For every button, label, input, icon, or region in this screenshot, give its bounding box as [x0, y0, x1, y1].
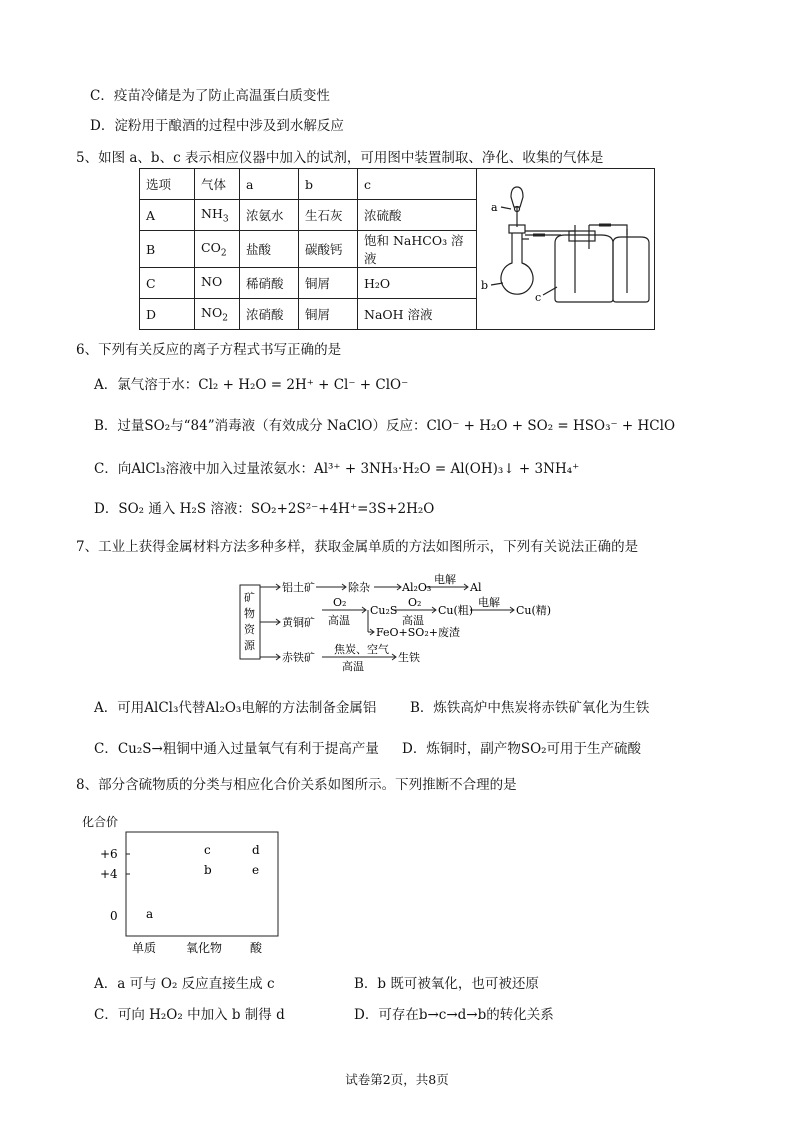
table-cell: NaOH 溶液 — [358, 299, 477, 330]
q8-stem: 8、部分含硫物质的分类与相应化合价关系如图所示。下列推断不合理的是 — [76, 777, 517, 793]
point-b: b — [204, 863, 212, 877]
q8-valence-chart — [78, 812, 298, 966]
y-axis-label: 化合价 — [82, 815, 119, 829]
table-cell: 浓氨水 — [240, 200, 299, 231]
table-row — [140, 268, 477, 299]
table-cell: 饱和 NaHCO₃ 溶液 — [358, 231, 477, 268]
y-tick: 0 — [110, 909, 118, 923]
q7-option-d: D．炼铜时，副产物SO₂可用于生产硫酸 — [402, 741, 642, 757]
q8-option-a: A．a 可与 O₂ 反应直接生成 c — [94, 976, 275, 992]
box-char: 矿 — [244, 591, 255, 604]
table-row — [140, 299, 477, 330]
table-cell: $NH_3$ — [195, 200, 240, 231]
table-row — [140, 200, 477, 231]
table-cell: $NO_2$ — [195, 299, 240, 330]
crude-cu: Cu(粗) — [438, 604, 474, 617]
table-header: c — [358, 169, 477, 200]
product-pig-iron: 生铁 — [398, 651, 420, 664]
q7-option-a: A．可用AlCl₃代替Al₂O₃电解的方法制备金属铝 — [94, 700, 377, 716]
table-cell: 铜屑 — [299, 268, 358, 299]
table-cell: H₂O — [358, 268, 477, 299]
table-header: 气体 — [195, 169, 240, 200]
ore-chalcopyrite: 黄铜矿 — [282, 616, 315, 629]
label-c: c — [535, 291, 542, 304]
cond-o2-2: O₂ — [408, 596, 422, 609]
q5-apparatus-figure — [471, 168, 655, 330]
step-purify: 除杂 — [348, 581, 370, 594]
cond-hightemp-3: 高温 — [342, 660, 364, 673]
box-char: 源 — [244, 639, 255, 652]
q5-table — [139, 168, 477, 330]
table-cell: 生石灰 — [299, 200, 358, 231]
fine-cu: Cu(精) — [516, 604, 552, 617]
q7-process-diagram — [236, 573, 566, 677]
x-tick: 酸 — [250, 941, 263, 955]
label-a: a — [491, 201, 498, 214]
x-tick: 单质 — [132, 941, 157, 955]
table-cell: A — [140, 200, 195, 231]
q4-option-c: C．疫苗冷储是为了防止高温蛋白质变性 — [90, 88, 330, 104]
table-header: 选项 — [140, 169, 195, 200]
product-al: Al — [470, 581, 482, 594]
q7-stem: 7、工业上获得金属材料方法多种多样，获取金属单质的方法如图所示，下列有关说法正确的是 — [76, 539, 639, 555]
table-row — [140, 231, 477, 268]
q6-option-c: C．向AlCl₃溶液中加入过量浓氨水：Al³⁺ + 3NH₃·H₂O = Al(OH)₃↓ + 3NH₄⁺ — [94, 461, 580, 477]
q6-option-d: D．SO₂ 通入 H₂S 溶液：SO₂+2S²⁻+4H⁺=3S+2H₂O — [94, 501, 435, 517]
table-cell: 浓硝酸 — [240, 299, 299, 330]
cond-hightemp-2: 高温 — [402, 614, 424, 627]
table-cell: 盐酸 — [240, 231, 299, 268]
cond-electrolysis-2: 电解 — [478, 596, 500, 609]
apparatus-drawing — [471, 169, 654, 329]
table-header: a — [240, 169, 299, 200]
table-header-row — [140, 169, 477, 200]
cond-hightemp: 高温 — [328, 614, 350, 627]
q8-option-b: B．b 既可被氧化，也可被还原 — [354, 976, 539, 992]
ore-bauxite: 铝土矿 — [282, 581, 315, 594]
table-cell: NO — [195, 268, 240, 299]
point-e: e — [252, 863, 260, 877]
q6-stem: 6、下列有关反应的离子方程式书写正确的是 — [76, 342, 342, 358]
al2o3: Al₂O₃ — [402, 581, 432, 594]
ore-hematite: 赤铁矿 — [282, 651, 315, 664]
table-cell: $CO_2$ — [195, 231, 240, 268]
point-d: d — [252, 843, 260, 857]
q8-option-d: D．可存在b→c→d→b的转化关系 — [354, 1007, 554, 1023]
cond-coke-air: 焦炭、空气 — [334, 643, 389, 656]
table-cell: 铜屑 — [299, 299, 358, 330]
table-cell: 浓硫酸 — [358, 200, 477, 231]
q6-option-a: A．氯气溶于水：Cl₂ + H₂O = 2H⁺ + Cl⁻ + ClO⁻ — [94, 377, 409, 393]
label-b: b — [481, 279, 489, 292]
q6-option-b: B．过量SO₂与“84”消毒液（有效成分 NaClO）反应：ClO⁻ + H₂O + SO₂ = HSO₃⁻ + HClO — [94, 418, 676, 434]
q7-option-b: B．炼铁高炉中焦炭将赤铁矿氧化为生铁 — [410, 700, 650, 716]
q5-stem: 5、如图 a、b、c 表示相应仪器中加入的试剂，可用图中装置制取、净化、收集的气体是 — [76, 150, 604, 166]
y-tick: +6 — [100, 847, 118, 861]
table-cell: 碳酸钙 — [299, 231, 358, 268]
box-char: 资 — [244, 623, 255, 636]
table-cell: C — [140, 268, 195, 299]
cond-o2: O₂ — [333, 596, 347, 609]
side-products: FeO+SO₂+废渣 — [376, 626, 460, 639]
x-tick: 氧化物 — [186, 941, 223, 955]
y-tick: +4 — [100, 867, 118, 881]
q4-option-d: D．淀粉用于酿酒的过程中涉及到水解反应 — [90, 118, 344, 134]
cu2s: Cu₂S — [370, 604, 398, 617]
box-char: 物 — [244, 607, 255, 620]
table-cell: D — [140, 299, 195, 330]
q7-option-c: C．Cu₂S→粗铜中通入过量氧气有利于提高产量 — [94, 741, 379, 757]
cond-electrolysis: 电解 — [434, 573, 456, 586]
page-footer: 试卷第2页，共8页 — [345, 1072, 449, 1087]
table-header: b — [299, 169, 358, 200]
point-c: c — [204, 843, 211, 857]
table-cell: B — [140, 231, 195, 268]
table-cell: 稀硝酸 — [240, 268, 299, 299]
point-a: a — [146, 907, 154, 921]
q8-option-c: C．可向 H₂O₂ 中加入 b 制得 d — [94, 1007, 285, 1023]
